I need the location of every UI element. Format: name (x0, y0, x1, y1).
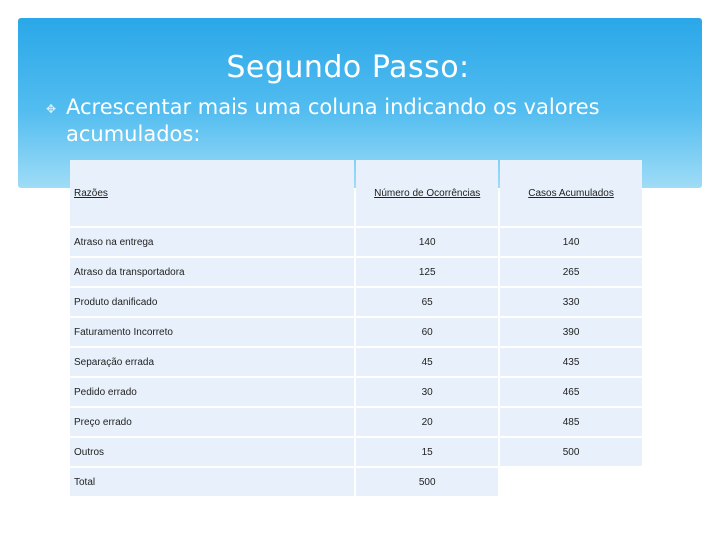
table-row (70, 318, 642, 346)
column-header-cumulative: Casos Acumulados (500, 160, 642, 226)
table-row (70, 438, 642, 466)
count-cell: 30 (356, 378, 498, 406)
table-total-row (70, 468, 642, 496)
cumulative-cell: 140 (500, 228, 642, 256)
table-header-row (70, 160, 642, 226)
count-cell: 125 (356, 258, 498, 286)
table-row (70, 348, 642, 376)
count-cell: 15 (356, 438, 498, 466)
table-row (70, 228, 642, 256)
total-label-cell: Total (70, 468, 354, 496)
count-cell: 60 (356, 318, 498, 346)
reason-cell: Faturamento Incorreto (70, 318, 354, 346)
count-cell: 65 (356, 288, 498, 316)
cumulative-cell: 485 (500, 408, 642, 436)
count-cell: 140 (356, 228, 498, 256)
reason-cell: Preço errado (70, 408, 354, 436)
reason-cell: Produto danificado (70, 288, 354, 316)
reason-cell: Pedido errado (70, 378, 354, 406)
count-cell: 20 (356, 408, 498, 436)
data-table (68, 158, 644, 498)
cumulative-cell: 390 (500, 318, 642, 346)
cumulative-cell: 500 (500, 438, 642, 466)
column-header-reasons: Razões (70, 160, 354, 226)
cumulative-cell: 435 (500, 348, 642, 376)
total-count-cell: 500 (356, 468, 498, 496)
reason-cell: Atraso na entrega (70, 228, 354, 256)
table-row (70, 378, 642, 406)
bullet-icon: ✥ (46, 102, 57, 116)
table-row (70, 288, 642, 316)
column-header-occurrences: Número de Ocorrências (356, 160, 498, 226)
cumulative-cell: 465 (500, 378, 642, 406)
count-cell: 45 (356, 348, 498, 376)
data-table-container (68, 158, 642, 498)
reason-cell: Outros (70, 438, 354, 466)
bullet-text: Acrescentar mais uma coluna indicando os valores acumulados: (66, 95, 600, 146)
table-row (70, 258, 642, 286)
reason-cell: Atraso da transportadora (70, 258, 354, 286)
cumulative-cell: 265 (500, 258, 642, 286)
slide-title: Segundo Passo: (226, 50, 470, 85)
table-row (70, 408, 642, 436)
empty-cumulative-cell (500, 468, 642, 496)
cumulative-cell: 330 (500, 288, 642, 316)
reason-cell: Separação errada (70, 348, 354, 376)
